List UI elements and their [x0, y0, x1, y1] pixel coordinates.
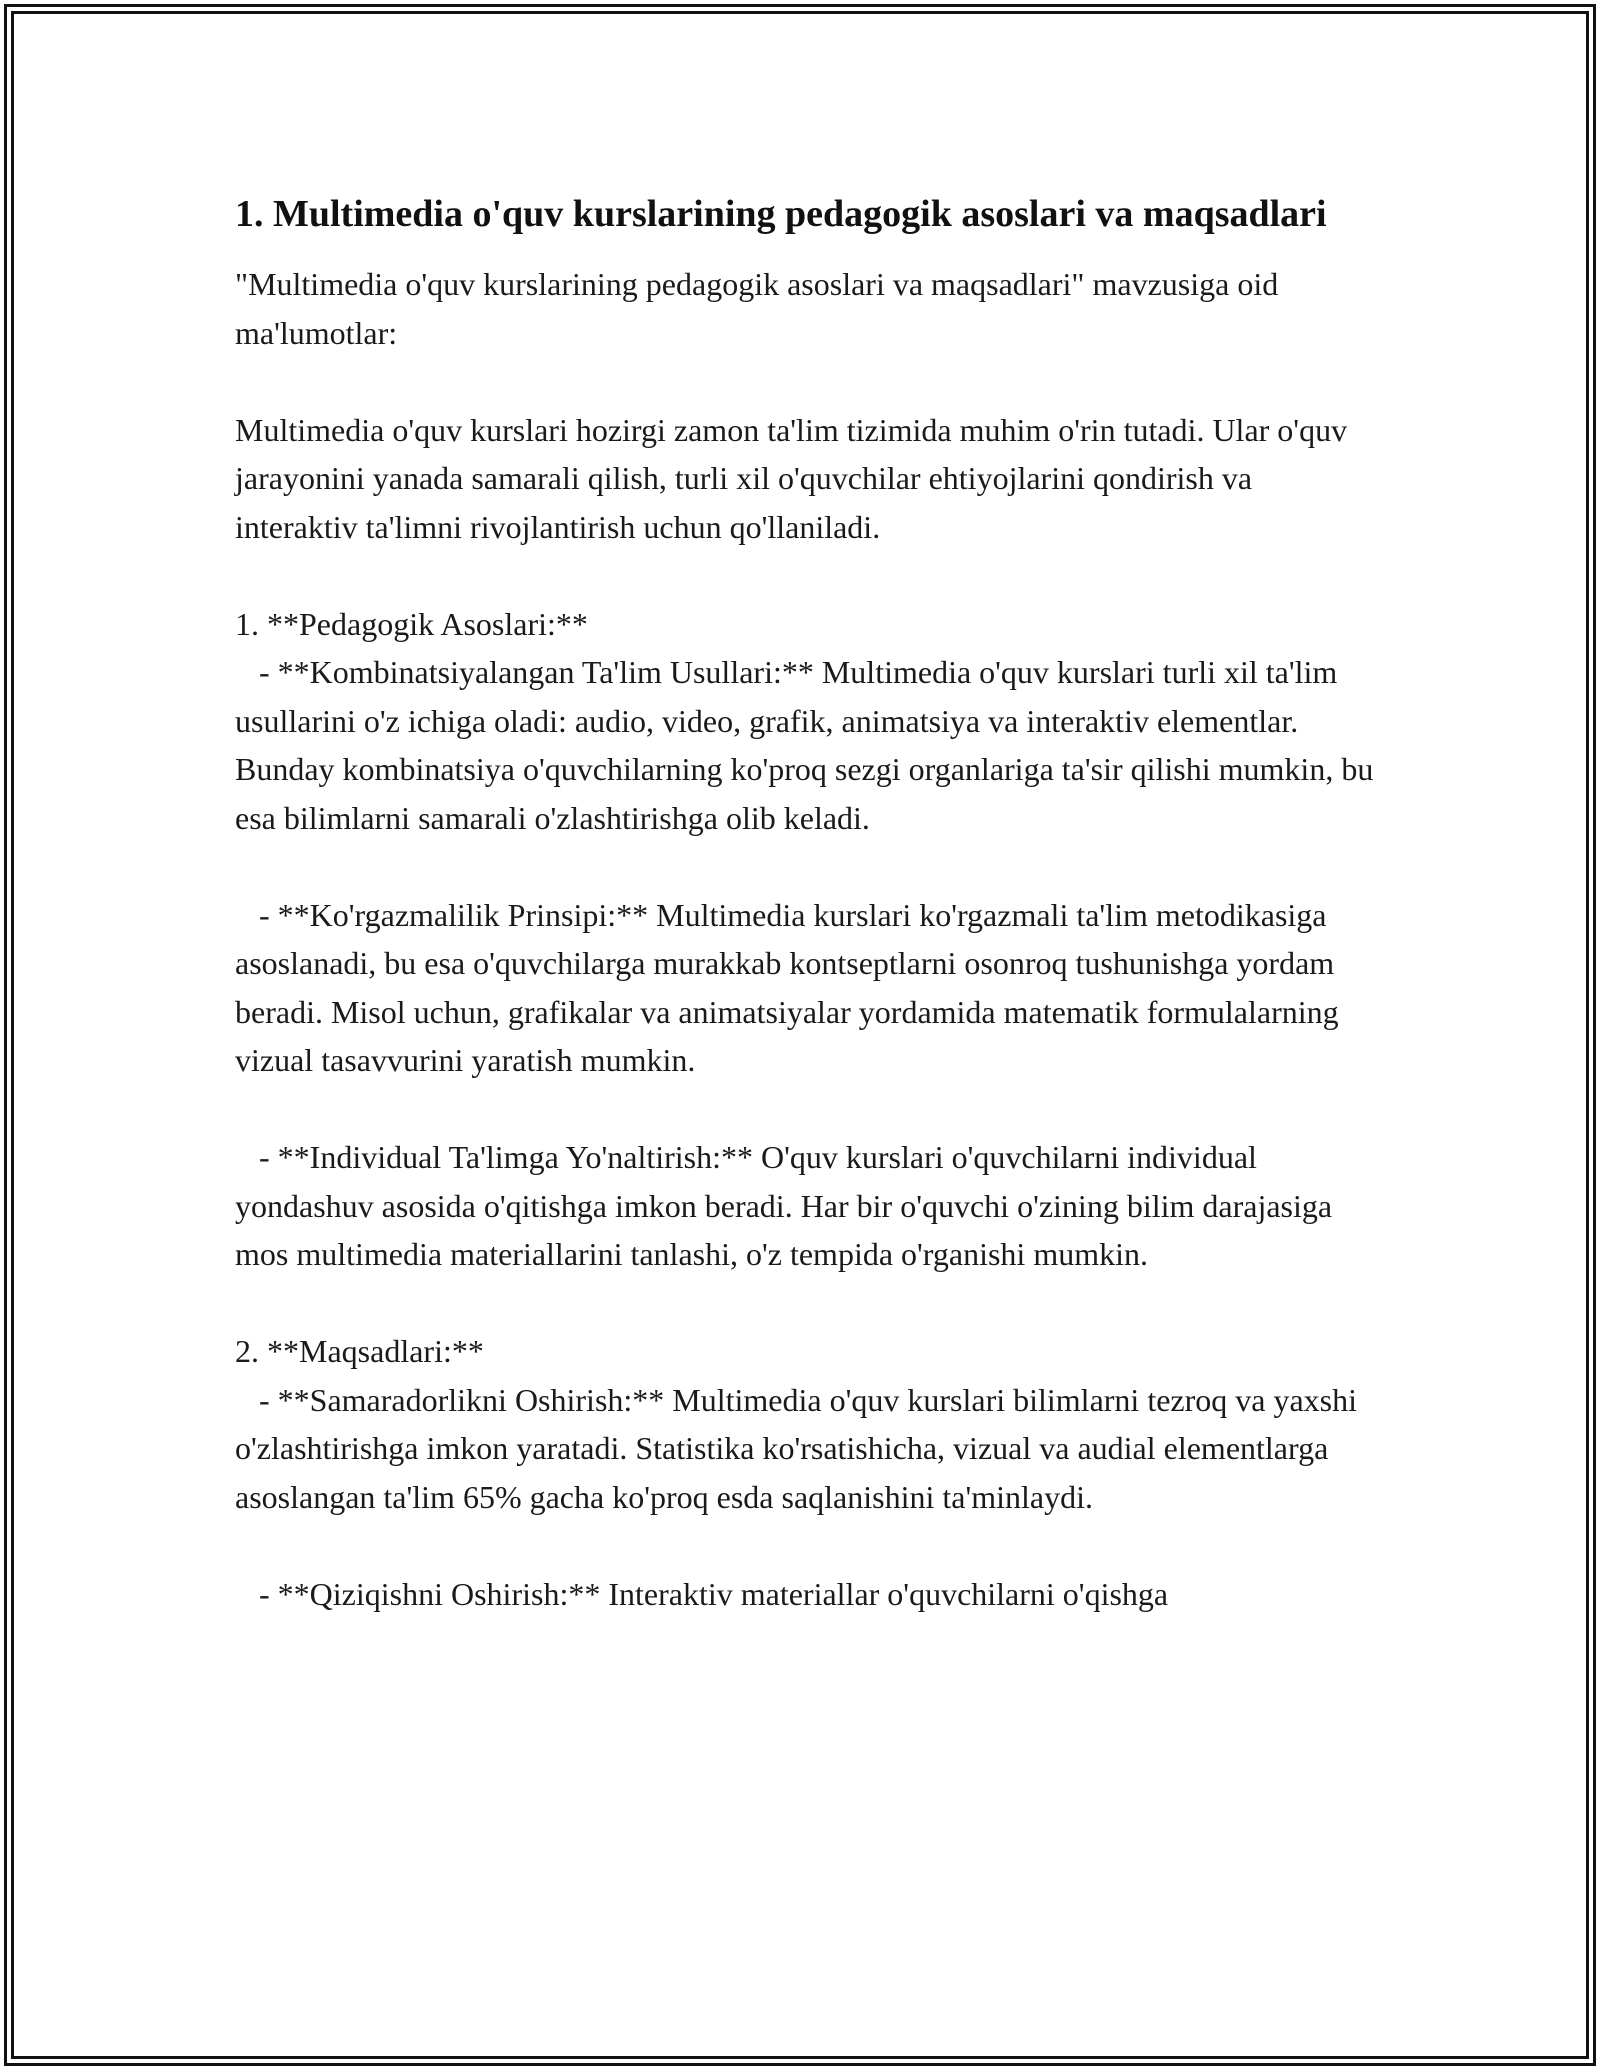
list-item-qiziqish: - **Qiziqishni Oshirish:** Interaktiv materiallar o'quvchilarni o'qishga	[235, 1575, 1169, 1612]
paragraph-spacer	[235, 1279, 1375, 1328]
document-body	[235, 186, 1382, 1618]
paragraph-spacer	[235, 1085, 1375, 1134]
paragraph-spacer	[235, 842, 1375, 891]
paragraph-spacer	[235, 357, 1375, 406]
paragraph-spacer	[235, 1521, 1375, 1570]
list-item-kombinatsiyalangan: - **Kombinatsiyalangan Ta'lim Usullari:** Multimedia o'quv kurslari turli xil ta'lim usullarini o'z ichiga oladi: audio, video, grafik, animatsiya va interaktiv elementlar. Bunday kombinatsiya o'quvchilarning ko'proq sezgi organlariga ta'sir qilishi mumkin, bu esa bilimlarni samarali o'zlashtirishga olib keladi.	[235, 654, 1382, 836]
section-heading-pedagogik-asoslari: 1. **Pedagogik Asoslari:**	[235, 605, 588, 642]
intro-paragraph: "Multimedia o'quv kurslarining pedagogik asoslari va maqsadlari" mavzusiga oid ma'lumotlar:	[235, 266, 1287, 351]
list-item-samaradorlik: - **Samaradorlikni Oshirish:** Multimedia o'quv kurslari bilimlarni tezroq va yaxshi o'zlashtirishga imkon yaratadi. Statistika ko'rsatishicha, vizual va audial elementlarga asoslangan ta'lim 65% gacha ko'proq esda saqlanishini ta'minlaydi.	[235, 1381, 1366, 1515]
paragraph-spacer	[235, 551, 1375, 600]
document-title: 1. Multimedia o'quv kurslarining pedagogik asoslari va maqsadlari	[235, 193, 1327, 235]
section-heading-maqsadlari: 2. **Maqsadlari:**	[235, 1333, 484, 1369]
list-item-korgazmalilik: - **Ko'rgazmalilik Prinsipi:** Multimedia kurslari ko'rgazmali ta'lim metodikasiga asoslanadi, bu esa o'quvchilarga murakkab kontseptlarni osonroq tushunishga yordam beradi. Misol uchun, grafikalar va animatsiyalar yordamida matematik formulalarning vizual tasavvurini yaratish mumkin.	[235, 896, 1347, 1078]
list-item-individual: - **Individual Ta'limga Yo'naltirish:** O'quv kurslari o'quvchilarni individual yondashuv asosida o'qitishga imkon beradi. Har bir o'quvchi o'zining bilim darajasiga mos multimedia materiallarini tanlashi, o'z tempida o'rganishi mumkin.	[235, 1139, 1341, 1272]
overview-paragraph: Multimedia o'quv kurslari hozirgi zamon ta'lim tizimida muhim o'rin tutadi. Ular o'quv jarayonini yanada samarali qilish, turli xil o'quvchilar ehtiyojlarini qondirish va interaktiv ta'limni rivojlantirish uchun qo'llaniladi.	[235, 411, 1356, 545]
